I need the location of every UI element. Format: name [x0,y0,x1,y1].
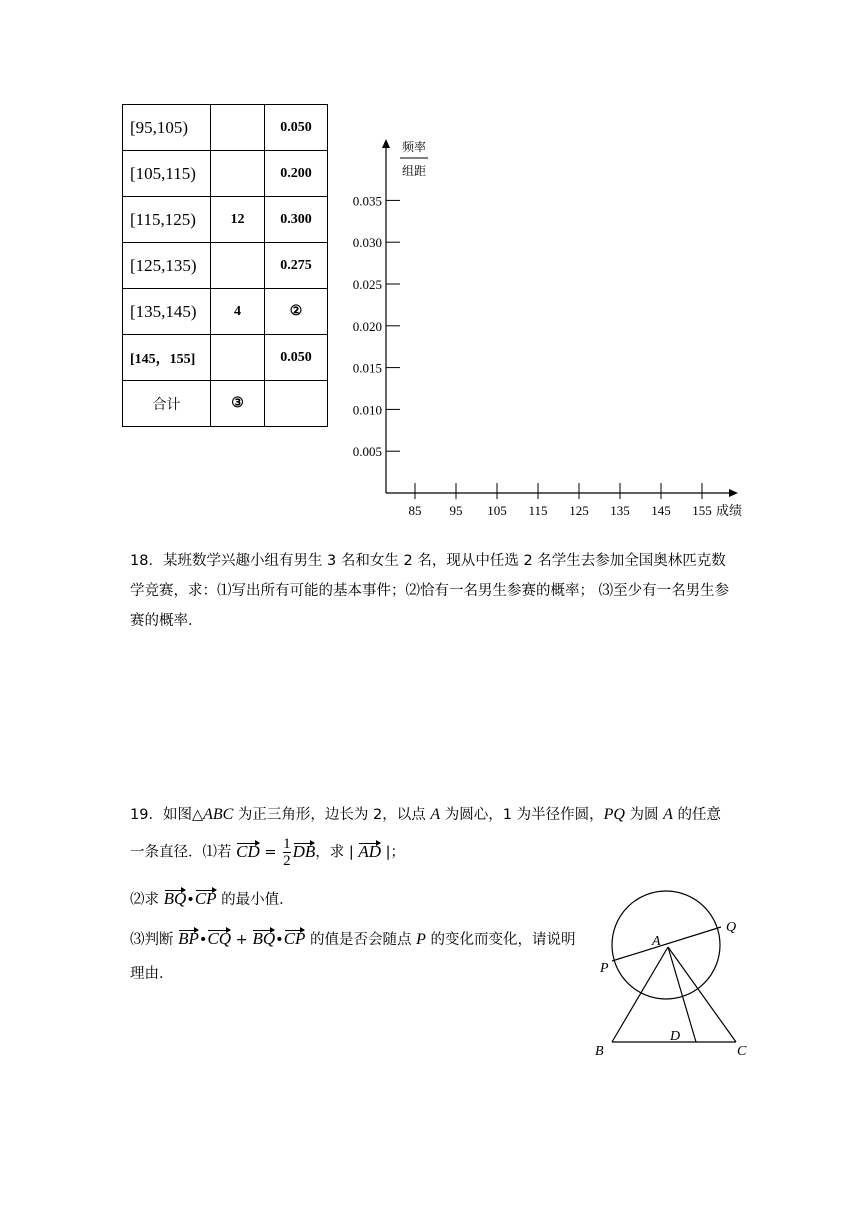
frequency-cell: 0.300 [265,197,328,243]
q19-text: ⑶判断 [130,932,179,948]
interval-cell: [95,105) [123,105,211,151]
frequency-cell: 0.275 [265,243,328,289]
label-B: B [595,1044,604,1059]
y-tick-label: 0.015 [352,360,382,376]
interval-cell: [105,115) [123,151,211,197]
vector-CP: CP [194,889,217,908]
q19-text: 为圆 [624,807,664,823]
question-19-part-2 [130,888,294,909]
y-label-numerator: 频率 [402,140,427,154]
q19-text: 的值是否会随点 [305,932,417,948]
vector-AD: AD [358,841,382,861]
count-cell [211,243,265,289]
q19-diameter-name: PQ [603,806,625,823]
q19-text: |； [381,844,406,861]
q19-text: ，求 | [315,844,359,861]
equals-sign: = [259,844,282,861]
side-AC [668,947,736,1042]
frequency-cell: 0.050 [265,105,328,151]
count-cell: 12 [211,197,265,243]
q19-text: 一条直径．⑴若 [130,844,237,861]
x-tick-label: 145 [651,503,671,518]
x-tick-label: 115 [528,503,548,518]
vector-CP: CP [283,929,306,948]
x-axis-arrow [729,489,738,497]
segment-AD [668,947,696,1042]
fraction-denominator: 2 [283,853,291,869]
question-19-part-3 [130,928,576,949]
q19-text: 的最小值． [216,892,294,908]
q19-triangle-name: ABC [203,806,234,823]
table-row [123,197,328,243]
vector-BP: BP [178,929,199,948]
q19-text: 19．如图△ [130,807,204,823]
label-D: D [670,1029,681,1044]
question-18: 18．某班数学兴趣小组有男生 3 名和女生 2 名，现从中任选 2 名学生去参加全国奥林匹克数学竞赛，求：⑴写出所有可能的基本事件；⑵恰有一名男生参赛的概率； ⑶至少有一名男生参赛的概率． [130,553,730,629]
histogram-chart [340,130,760,525]
x-tick-label: 95 [449,503,463,518]
vector-CQ: CQ [207,929,232,948]
count-cell [211,105,265,151]
frequency-cell: ② [265,289,328,335]
x-tick-label: 125 [569,503,589,518]
table-row [123,289,328,335]
table-row [123,105,328,151]
frequency-table-body [123,105,328,427]
x-axis-label: 成绩 [716,504,743,519]
diameter-PQ [612,927,721,961]
vector-BQ: BQ [163,889,187,908]
y-tick-label: 0.020 [352,318,382,334]
y-tick-label: 0.035 [352,193,382,209]
vector-DB: DB [292,841,316,861]
frequency-cell: 0.200 [265,151,328,197]
x-tick-label: 155 [692,503,712,518]
interval-cell: [115,125) [123,197,211,243]
total-label-cell: 合计 [123,381,211,427]
count-cell: 4 [211,289,265,335]
q19-point: A [430,806,441,823]
frequency-table [122,104,328,427]
circle-A [612,891,720,999]
y-tick-label: 0.010 [352,402,382,418]
table-row [123,151,328,197]
y-tick-label: 0.030 [352,235,382,251]
label-C: C [737,1044,747,1059]
dot-product-sign: • [186,892,195,908]
y-tick-label: 0.025 [352,277,382,292]
interval-cell: [145，155] [123,335,211,381]
vector-CD: CD [236,841,260,861]
y-axis-arrow [382,139,390,148]
label-P: P [600,961,609,976]
q19-text: 的任意 [672,807,722,823]
plus-sign: + [231,932,253,948]
table-row [123,243,328,289]
question-19-line-1 [130,803,721,824]
frequency-cell: 0.050 [265,335,328,381]
total-count-cell: ③ [211,381,265,427]
q19-text: 的变化而变化，请说明 [425,932,576,948]
table-total-row [123,381,328,427]
dot-product-sign: • [275,932,284,948]
x-tick-label: 85 [408,503,422,518]
count-cell [211,151,265,197]
q19-text: ⑵求 [130,892,164,908]
vector-BQ: BQ [252,929,276,948]
q19-text: 为圆心，1 为半径作圆， [440,807,604,823]
x-tick-label: 135 [610,503,630,518]
interval-cell: [135,145) [123,289,211,335]
dot-product-sign: • [198,932,208,948]
question-19-line-5: 理由． [130,966,174,982]
count-cell [211,335,265,381]
fraction-one-half [283,836,291,869]
table-row [123,335,328,381]
side-AB [612,947,668,1042]
fraction-numerator: 1 [283,836,291,852]
question-19-line-2 [130,836,405,869]
q19-point: A [663,806,673,823]
total-frequency-cell [265,381,328,427]
y-tick-label: 0.005 [352,444,382,460]
x-tick-label: 105 [487,503,507,518]
q19-point: P [416,931,426,948]
interval-cell: [125,135) [123,243,211,289]
label-Q: Q [726,920,737,935]
label-A: A [652,934,661,949]
y-label-denominator: 组距 [402,164,427,178]
q19-text: 为正三角形，边长为 2，以点 [233,807,431,823]
geometry-figure [586,890,756,1065]
